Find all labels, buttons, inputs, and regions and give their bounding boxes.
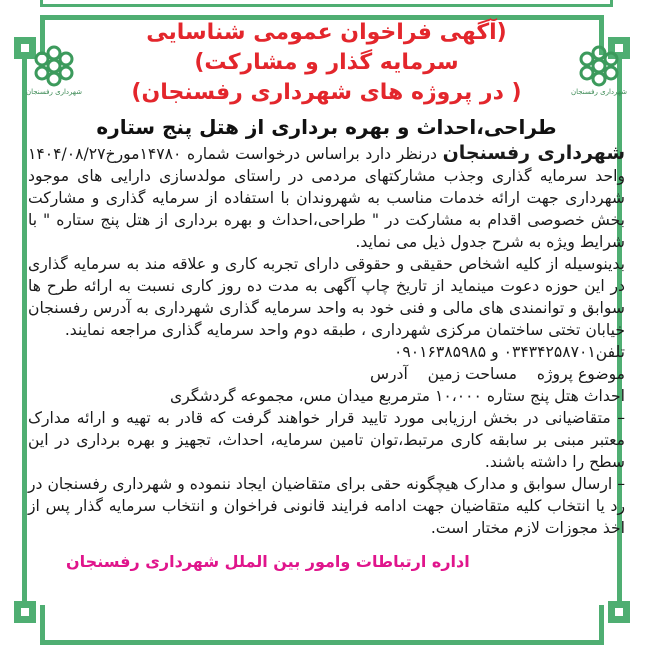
condition-evaluation: – متقاضیانی در بخش ارزیابی مورد تایید قرار خواهند گرفت که قادر به تهیه و ارائه مدارک معتبر مبنی بر سابقه کاری مرتبط،توان تامین سرمایه، احداث، تجهیز و بهره برداری در این سطح را داشته باشند. [28, 409, 625, 471]
intro-text: درنظر دارد براساس درخواست شماره ۱۴۷۸۰مورخ۱۴۰۴/۰۸/۲۷ واحد سرمایه گذاری وجذب مشارکتهای مردمی در راستای مولدسازی دارایی های موجود شهرداری جهت ارائه خدمات مناسب به شهروندان با استفاده از سرمایه گذاری و مشارکت بخش خصوصی اقدام به مشارکت در " طراحی،احداث و بهره برداری از هتل پنج ستاره " با شرایط ویژه به شرح جدول ذیل می نماید. [28, 145, 625, 251]
intro-paragraph [28, 142, 625, 253]
table-headers: موضوع پروژه مساحت زمین آدرس [369, 365, 625, 383]
logo-caption: شهرداری رفسنجان [571, 88, 627, 96]
title-line-1: (آگهی فراخوان عمومی شناسایی سرمایه گذار و مشارکت) [146, 20, 507, 75]
logo-caption: شهرداری رفسنجان [26, 88, 82, 96]
project-subtitle: طراحی،احداث و بهره برداری از هتل پنج ستاره [96, 115, 557, 139]
ad-title [110, 18, 543, 108]
title-line-2: ( در پروژه های شهرداری رفسنجان) [131, 80, 522, 105]
condition-rights: – ارسال سوابق و مدارک هیچگونه حقی برای متقاضیان ایجاد ننموده و شهرداری رفسنجان در رد یا انتخاب کلیه متقاضیان جهت ادامه فرایند قانونی فراخوان و انتخاب سرمایه گذار پس از اخذ مجوزات لازم مختار است. [28, 475, 625, 537]
phone-line: تلفن۰۳۴۳۴۲۵۸۷۰۱ و ۰۹۰۱۶۳۸۵۹۸۵ [394, 343, 625, 361]
lead-municipality: شهرداری رفسنجان [442, 142, 625, 164]
table-row: احداث هتل پنج ستاره ۱۰،۰۰۰ مترمربع میدان مس، مجموعه گردشگری [170, 387, 625, 405]
ad-body [28, 142, 625, 539]
invitation-paragraph: بدینوسیله از کلیه اشخاص حقیقی و حقوقی دارای تجربه کاری و علاقه مند به سرمایه گذاری در این حوزه دعوت مینماید از تاریخ چاپ آگهی به مدت ده روز کاری نسبت به ارائه طرح ها سوابق و توانمندی های مالی و فنی خود به واحد سرمایه گذاری شهرداری به آدرس رفسنجان خیابان تختی ساختمان مرکزی شهرداری ، طبقه دوم واحد سرمایه گذاری مراجعه نمایند. [28, 255, 625, 339]
signature: اداره ارتباطات وامور بین الملل شهرداری رفسنجان [66, 552, 470, 571]
